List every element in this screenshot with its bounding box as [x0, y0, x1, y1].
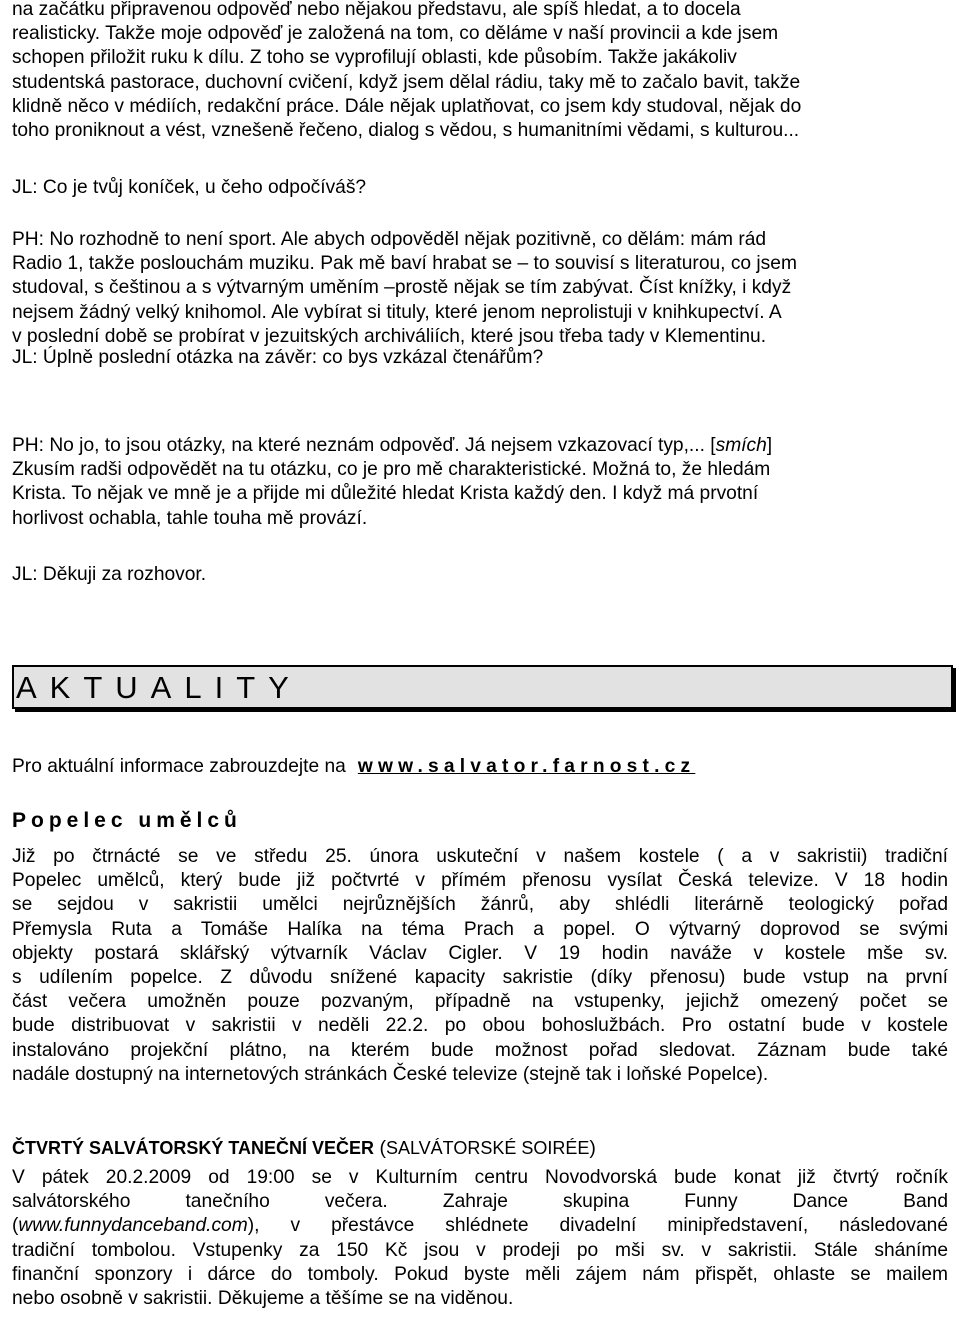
text-span: ), v přestávce shlédnete divadelní minipředstavení, následované: [247, 1215, 948, 1237]
text-line: instalováno projekční plátno, na kterém bude možnost pořad sledovat. Záznam bude také: [12, 1039, 948, 1061]
section-heading-dance-evening: [12, 1135, 596, 1161]
text-span: (: [12, 1215, 19, 1237]
text-line: Přemysla Ruta a Tomáše Halíka na téma Prach a popel. O výtvarný doprovod se svými: [12, 918, 948, 940]
text-line: na začátku připravenou odpověď nebo nějakou představu, ale spíš hledat, a to docela: [12, 0, 741, 20]
text-line: toho proniknout a vést, vznešeně řečeno, dialog s vědou, s humanitními vědami, s kulturou...: [12, 120, 800, 142]
text-line: [12, 1214, 948, 1238]
dance-evening-paragraph: [12, 1166, 948, 1311]
text-line: objekty postará sklářský výtvarník Václav Cigler. V 19 hodin naváže v kostele mše sv.: [12, 942, 948, 964]
text-line: studentská pastorace, duchovní cvičení, když jsem dělal rádiu, taky mě to začalo bavit, takže: [12, 71, 801, 93]
interview-question-final: JL: Úplně poslední otázka na závěr: co bys vzkázal čtenářům?: [12, 347, 544, 368]
interview-answer-hobby: [12, 228, 948, 349]
interview-answer-final: [12, 434, 948, 531]
interview-thanks: JL: Děkuji za rozhovor.: [12, 564, 207, 585]
text-line: nebo osobně v sakristii. Děkujeme a těšíme se na viděnou.: [12, 1288, 514, 1310]
popelec-paragraph: [12, 845, 948, 1087]
text-line: tradiční tombolou. Vstupenky za 150 Kč jsou v prodeji po mši sv. v sakristii. Stále sháníme: [12, 1239, 948, 1261]
interview-answer-1: [12, 0, 948, 143]
text-line: realisticky. Takže moje odpověď je založená na tom, co děláme v naší provincii a kde jsem: [12, 23, 779, 45]
text-line: studoval, s češtinou a s výtvarným uměním –prostě nějak se tím zabývat. Číst knížky, i když: [12, 277, 792, 299]
heading-subtitle: SALVÁTORSKÉ SOIRÉE: [385, 1138, 590, 1158]
info-line: [12, 755, 695, 779]
website-link[interactable]: www.salvator.farnost.cz: [357, 756, 696, 777]
text-line: s udílením popelce. Z důvodu snížené kapacity sakristie (díky přenosu) bude vstup na první: [12, 967, 948, 989]
heading-text: (: [374, 1137, 386, 1159]
text-line: část večera umožněn pouze pozvaným, případně na vstupenky, jejichž omezený počet se: [12, 991, 948, 1013]
text-line: bude distribuovat v sakristii v neděli 22.2. po obou bohoslužbách. Pro ostatní bude v kostele: [12, 1015, 948, 1037]
text-line: finanční sponzory i dárce do tomboly. Pokud byste měli zájem nám přispět, ohlaste se mailem: [12, 1263, 948, 1285]
text-line: Radio 1, takže poslouchám muziku. Pak mě baví hrabat se – to souvisí s literaturou, co jsem: [12, 253, 797, 275]
heading-text: ): [589, 1137, 596, 1159]
section-banner: [12, 665, 953, 709]
text-line: horlivost ochabla, tahle touha mě provází.: [12, 507, 368, 529]
text-line: schopen přiložit ruku k dílu. Z toho se vyprofilují oblasti, kde působím. Takže jakákoliv: [12, 47, 737, 69]
text-line: V pátek 20.2.2009 od 19:00 se v Kulturním centru Novodvorská bude konat již čtvrtý ročník: [12, 1167, 948, 1188]
text-line: PH: No rozhodně to není sport. Ale abych odpověděl nějak pozitivně, co dělám: mám rád: [12, 229, 767, 250]
text-line: salvátorského tanečního večera. Zahraje skupina Funny Dance Band: [12, 1191, 948, 1213]
text-line: nadále dostupný na internetových stránkách České televize (stejně tak i loňské Popelce).: [12, 1063, 769, 1085]
text-line: Již po čtrnácté se ve středu 25. února uskuteční v našem kostele ( a v sakristii) tradiční: [12, 846, 948, 867]
band-website-link[interactable]: www.funnydanceband.com: [18, 1215, 248, 1237]
heading-bold-text: ČTVRTÝ SALVÁTORSKÝ TANEČNÍ VEČER: [12, 1138, 375, 1158]
text-line: v poslední době se probírat v jezuitských archiváliích, které jsou třeba tady v Klementinu.: [12, 325, 767, 347]
interview-question-hobby: JL: Co je tvůj koníček, u čeho odpočíváš?: [12, 177, 367, 198]
text-line: se sejdou v sakristii umělci nejrůznějších žánrů, aby shlédli literárně teologický pořad: [12, 894, 948, 916]
text-span: ]: [766, 435, 773, 456]
text-line: Zkusím radši odpovědět na tu otázku, co je pro mě charakteristické. Možná to, že hledám: [12, 459, 771, 481]
text-line: Popelec umělců, který bude již počtvrté v přímém přenosu vysílat Česká televize. V 18 hodin: [12, 870, 948, 892]
text-line: [12, 434, 948, 458]
text-line: Krista. To nějak ve mně je a přijde mi důležité hledat Krista každý den. I když má prvotní: [12, 483, 759, 505]
emphasis-text: smích: [715, 435, 767, 456]
section-heading-popelec: Popelec umělců: [12, 809, 242, 832]
text-span: PH: No jo, to jsou otázky, na které neznám odpověď. Já nejsem vzkazovací typ,... [: [12, 435, 716, 456]
banner-title: AKTUALITY: [16, 670, 302, 705]
text-line: klidně něco v médiích, redakční práce. Dále nějak uplatňovat, co jsem kdy studoval, nějak do: [12, 95, 802, 117]
text-line: nejsem žádný velký knihomol. Ale vybírat si tituly, které jenom neprolistuji v knihkupectví. A: [12, 301, 782, 323]
info-text: Pro aktuální informace zabrouzdejte na: [12, 756, 346, 777]
